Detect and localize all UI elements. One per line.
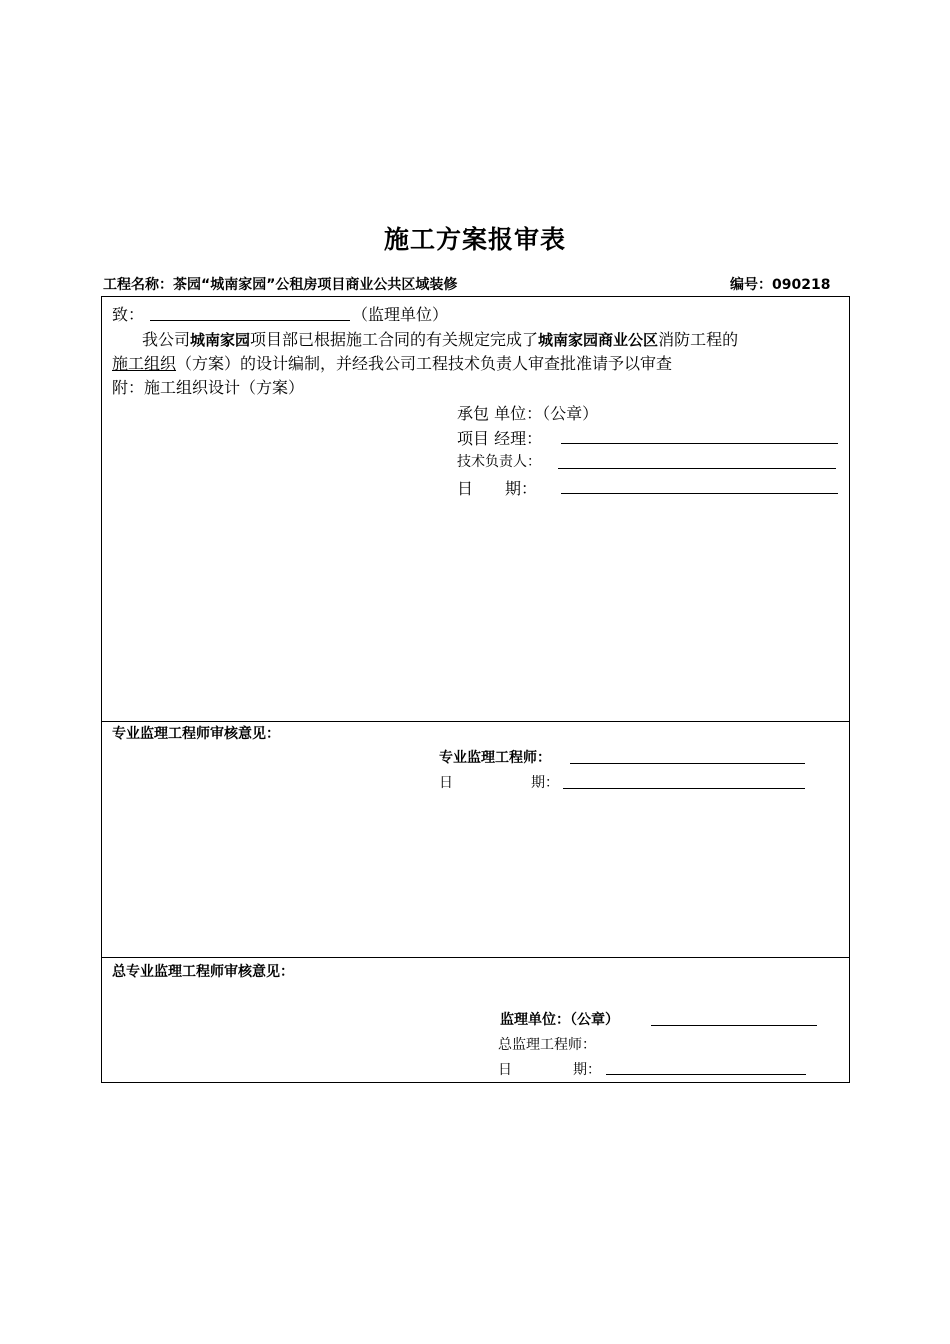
plan-type: 施工组织 [112, 354, 177, 373]
contractor-section [102, 297, 849, 722]
engineer-sign-blank[interactable] [570, 763, 805, 764]
chief-unit-seal: 监理单位：（公章） [500, 1012, 619, 1028]
project-manager-blank[interactable] [561, 443, 838, 444]
serial-label: 编号： [730, 277, 772, 293]
chief-review-heading: 总专业监理工程师审核意见： [112, 964, 294, 980]
tech-lead-label: 技术负责人： [457, 454, 541, 470]
to-label: 致： [112, 305, 145, 324]
text-plan-compiled: （方案）的设计编制，并经我公司工程技术负责人审查批准请予以审查 [176, 354, 673, 373]
attachment-line: 附：施工组织设计（方案） [112, 378, 305, 397]
contractor-date-label: 日 期： [457, 479, 538, 498]
project-manager-label: 项目 经理： [457, 429, 543, 448]
form-title: 施工方案报审表 [383, 225, 566, 254]
work-area-name: 城南家园商业公区 [538, 331, 659, 349]
chief-review-section [102, 958, 849, 1082]
engineer-date-blank[interactable] [563, 788, 805, 789]
project-label: 工程名称： [103, 277, 173, 293]
contractor-date-blank[interactable] [561, 493, 838, 494]
engineer-sign-label: 专业监理工程师： [439, 750, 551, 766]
chief-date-blank[interactable] [606, 1074, 806, 1075]
contractor-unit-seal: 承包 单位：（公章） [457, 404, 599, 423]
engineer-review-section [102, 722, 849, 958]
serial-value: 090218 [772, 277, 831, 293]
engineer-date-label-b: 期： [531, 775, 559, 791]
supervisor-unit-hint: （监理单位） [352, 305, 449, 324]
project-short-name: 城南家园 [190, 331, 251, 349]
engineer-date-label-a: 日 [439, 775, 453, 791]
request-text-line2 [112, 351, 672, 374]
chief-date-label-b: 期： [573, 1062, 601, 1078]
form-table [101, 296, 850, 1083]
project-name-row [103, 274, 457, 294]
request-text-line1 [142, 327, 738, 350]
chief-engineer-label: 总监理工程师： [498, 1037, 596, 1053]
project-name: 茶园“城南家园”公租房项目商业公共区域装修 [173, 277, 458, 293]
text-our-company: 我公司 [142, 330, 191, 349]
text-contract-done: 项目部已根据施工合同的有关规定完成了 [250, 330, 539, 349]
tech-lead-blank[interactable] [558, 468, 836, 469]
chief-date-label-a: 日 [498, 1062, 512, 1078]
chief-unit-blank[interactable] [651, 1025, 817, 1026]
engineer-review-heading: 专业监理工程师审核意见： [112, 726, 280, 742]
supervisor-unit-blank[interactable] [150, 320, 350, 321]
text-fire-works: 消防工程的 [658, 330, 739, 349]
serial-number-row [730, 274, 830, 294]
